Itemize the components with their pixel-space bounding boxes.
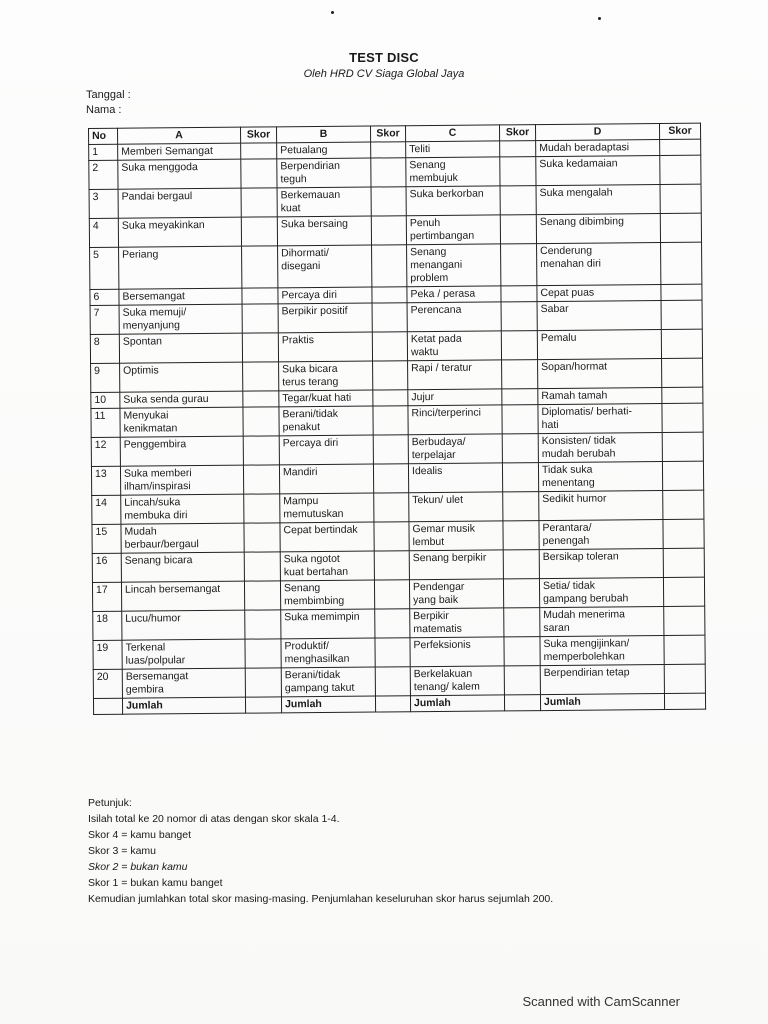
skor-cell-b[interactable] [371,158,406,187]
statement-b: Suka bersaing [277,216,371,246]
statement-b: Petualang [277,142,371,159]
scan-speck [598,17,601,20]
statement-b: Suka bicara terus terang [279,361,373,391]
skor-cell-a[interactable] [245,610,281,639]
skor-cell-b[interactable] [372,303,407,332]
skor-cell-c[interactable] [504,637,540,666]
statement-b: Berani/tidak gampang takut [281,667,375,697]
statement-a: Periang [119,246,242,289]
statement-d: Diplomatis/ berhati- hati [538,404,662,434]
statement-a: Suka meyakinkan [118,217,241,247]
row-number: 19 [93,640,122,669]
skor-cell-a[interactable] [243,391,279,407]
col-header-skor-a: Skor [240,127,276,143]
statement-c: Perencana [407,302,501,332]
skor-cell-c[interactable] [503,579,539,608]
nama-label: Nama : [86,104,122,116]
statement-c: Senang membujuk [406,157,500,187]
statement-c: Peka / perasa [407,286,501,303]
skor-cell-d[interactable] [660,139,701,155]
statement-b: Praktis [278,332,372,362]
row-number: 12 [91,437,120,466]
instructions [88,795,553,907]
skor-cell-d[interactable] [661,284,702,300]
skor-cell-a[interactable] [243,407,279,436]
statement-d: Mudah beradaptasi [536,140,660,157]
skor-cell-a[interactable] [245,639,281,668]
table-body [89,139,706,714]
statement-d: Cepat puas [537,285,661,302]
statement-d: Pemalu [537,330,661,360]
skor-cell-b[interactable] [375,667,410,696]
skor-cell-a[interactable] [241,159,277,188]
table-row [90,242,702,289]
statement-c: Penuh pertimbangan [406,215,500,245]
statement-c: Teliti [406,141,500,158]
statement-d: Senang dibimbing [536,214,660,244]
row-number: 2 [89,160,118,189]
scan-speck [331,11,334,14]
camscanner-watermark: Scanned with CamScanner [522,994,680,1009]
col-header-c: C [405,125,499,142]
skor-cell-d[interactable] [662,358,703,387]
skor-cell-a[interactable] [244,494,280,523]
statement-c: Berkelakuan tenang/ kalem [410,666,504,696]
statement-a: Memberi Semangat [118,143,241,160]
statement-c: Suka berkorban [406,186,500,216]
instructions-skor-4: Skor 4 = kamu banget [88,829,192,841]
statement-a: Bersemangat gembira [122,668,245,698]
row-number: 20 [93,669,122,698]
statement-a: Spontan [119,333,242,363]
skor-cell-a[interactable] [242,288,278,304]
total-label-b: Jumlah [281,696,375,713]
statement-a: Penggembira [120,436,243,466]
statement-d: Cenderung menahan diri [537,243,661,286]
skor-cell-d[interactable] [663,519,704,548]
skor-cell-d[interactable] [664,635,705,664]
skor-cell-c[interactable] [504,666,540,695]
total-skor-a[interactable] [245,697,281,713]
row-number: 9 [91,363,120,392]
statement-d: Suka mengijinkan/ memperbolehkan [540,635,664,665]
row-number: 10 [91,392,120,408]
statement-b: Dihormati/ disegani [278,245,372,288]
statement-b: Percaya diri [278,287,372,304]
skor-cell-a[interactable] [244,523,280,552]
col-header-skor-c: Skor [499,125,535,141]
total-skor-b[interactable] [375,696,410,712]
page-title: TEST DISC [349,50,419,65]
skor-cell-c[interactable] [501,331,537,360]
skor-cell-b[interactable] [375,638,410,667]
statement-a: Suka senda gurau [120,391,243,408]
skor-cell-b[interactable] [373,435,408,464]
statement-c: Pendengar yang baik [409,579,503,609]
row-number: 4 [89,218,118,247]
skor-cell-d[interactable] [661,242,702,284]
statement-d: Mudah menerima saran [540,606,664,636]
statement-c: Jujur [408,389,502,406]
statement-a: Lincah bersemangat [121,581,244,611]
total-skor-d[interactable] [664,693,705,709]
statement-c: Ketat pada waktu [407,331,501,361]
skor-cell-b[interactable] [373,390,408,406]
total-label-c: Jumlah [410,695,504,712]
statement-d: Konsisten/ tidak mudah berubah [538,433,662,463]
row-number: 17 [92,582,121,611]
statement-b: Percaya diri [279,435,373,465]
statement-b: Suka memimpin [281,609,375,639]
page-subtitle: Oleh HRD CV Siaga Global Jaya [303,68,465,80]
statement-b: Mampu memutuskan [280,493,374,523]
skor-cell-c[interactable] [500,186,536,215]
skor-cell-c[interactable] [500,141,536,157]
statement-b: Berpikir positif [278,303,372,333]
skor-cell-d[interactable] [662,403,703,432]
statement-d: Bersikap toleran [539,548,663,578]
statement-a: Menyukai kenikmatan [120,407,243,437]
skor-cell-d[interactable] [661,329,702,358]
skor-cell-c[interactable] [501,286,537,302]
statement-c: Rapi / teratur [408,360,502,390]
statement-a: Lincah/suka membuka diri [121,494,244,524]
skor-cell-a[interactable] [241,188,277,217]
col-header-skor-b: Skor [370,126,405,142]
skor-cell-c[interactable] [503,521,539,550]
statement-a: Lucu/humor [122,610,245,640]
statement-b: Tegar/kuat hati [279,390,373,407]
statement-b: Cepat bertindak [280,522,374,552]
skor-cell-a[interactable] [242,246,278,288]
skor-cell-b[interactable] [372,287,407,303]
statement-b: Berpendirian teguh [277,158,371,188]
row-number: 1 [89,144,118,160]
col-header-b: B [276,126,370,143]
statement-c: Perfeksionis [410,637,504,667]
skor-cell-b[interactable] [371,187,406,216]
instructions-line: Isilah total ke 20 nomor di atas dengan skor skala 1-4. [88,813,340,825]
skor-cell-d[interactable] [662,432,703,461]
skor-cell-c[interactable] [502,405,538,434]
skor-cell-c[interactable] [502,389,538,405]
statement-d: Perantara/ penengah [539,519,663,549]
skor-cell-d[interactable] [662,387,703,403]
row-number: 14 [92,495,121,524]
skor-cell-d[interactable] [664,664,705,693]
statement-d: Suka mengalah [536,185,660,215]
skor-cell-c[interactable] [502,360,538,389]
skor-cell-d[interactable] [660,213,701,242]
skor-cell-b[interactable] [372,245,407,287]
statement-b: Suka ngotot kuat bertahan [280,551,374,581]
statement-c: Idealis [408,463,502,493]
instructions-closing: Kemudian jumlahkan total skor masing-masing. Penjumlahan keseluruhan skor harus sejumlah 200. [88,893,554,905]
statement-d: Berpendirian tetap [540,664,664,694]
skor-cell-a[interactable] [241,143,277,159]
instructions-skor-1: Skor 1 = bukan kamu banget [88,877,223,889]
statement-c: Senang menangani problem [407,244,501,287]
statement-b: Senang membimbing [280,580,374,610]
statement-a: Suka memberi ilham/inspirasi [120,465,243,495]
instructions-skor-3: Skor 3 = kamu [88,845,156,857]
skor-cell-b[interactable] [372,332,407,361]
row-number: 15 [92,524,121,553]
statement-b: Berkemauan kuat [277,187,371,217]
tanggal-label: Tanggal : [86,89,131,101]
skor-cell-a[interactable] [243,362,279,391]
skor-cell-b[interactable] [371,142,406,158]
skor-cell-a[interactable] [245,668,281,697]
skor-cell-d[interactable] [662,461,703,490]
skor-cell-b[interactable] [373,361,408,390]
total-row-blank [93,698,122,714]
statement-d: Sopan/hormat [538,359,662,389]
statement-b: Berani/tidak penakut [279,406,373,436]
statement-a: Terkenal luas/polpular [122,639,245,669]
total-skor-c[interactable] [504,695,540,711]
disc-table-wrapper [88,123,706,715]
skor-cell-d[interactable] [663,577,704,606]
skor-cell-b[interactable] [374,522,409,551]
statement-c: Berbudaya/ terpelajar [408,434,502,464]
skor-cell-c[interactable] [500,215,536,244]
skor-cell-a[interactable] [242,304,278,333]
skor-cell-a[interactable] [241,217,277,246]
skor-cell-d[interactable] [660,184,701,213]
row-number: 13 [91,466,120,495]
instructions-heading: Petunjuk: [88,797,132,809]
row-number: 18 [93,611,122,640]
skor-cell-a[interactable] [242,333,278,362]
row-number: 11 [91,408,120,437]
skor-cell-c[interactable] [503,550,539,579]
skor-cell-a[interactable] [244,552,280,581]
skor-cell-d[interactable] [663,490,704,519]
skor-cell-c[interactable] [502,434,538,463]
skor-cell-b[interactable] [373,406,408,435]
statement-c: Rinci/terperinci [408,405,502,435]
skor-cell-b[interactable] [375,609,410,638]
row-number: 8 [90,334,119,363]
skor-cell-d[interactable] [660,155,701,184]
skor-cell-d[interactable] [664,606,705,635]
statement-b: Produktif/ menghasilkan [281,638,375,668]
skor-cell-b[interactable] [374,580,409,609]
statement-c: Berpikir matematis [410,608,504,638]
statement-a: Senang bicara [121,552,244,582]
skor-cell-c[interactable] [504,608,540,637]
statement-d: Setia/ tidak gampang berubah [539,577,663,607]
total-label-a: Jumlah [122,697,245,714]
col-header-no: No [89,128,118,144]
skor-cell-c[interactable] [503,492,539,521]
skor-cell-b[interactable] [373,464,408,493]
col-header-skor-d: Skor [659,123,700,139]
statement-a: Mudah berbaur/bergaul [121,523,244,553]
skor-cell-d[interactable] [663,548,704,577]
statement-a: Suka memuji/ menyanjung [119,304,242,334]
statement-a: Bersemangat [119,288,242,305]
total-label-d: Jumlah [540,693,664,710]
skor-cell-a[interactable] [243,465,279,494]
statement-a: Pandai bergaul [118,188,241,218]
row-number: 7 [90,305,119,334]
row-number: 5 [90,247,119,289]
disc-table [88,123,706,715]
skor-cell-b[interactable] [374,493,409,522]
statement-d: Ramah tamah [538,388,662,405]
row-number: 3 [89,189,118,218]
skor-cell-a[interactable] [243,436,279,465]
col-header-d: D [535,124,659,141]
skor-cell-c[interactable] [500,157,536,186]
skor-cell-a[interactable] [244,581,280,610]
col-header-a: A [118,127,241,144]
row-number: 6 [90,289,119,305]
statement-a: Suka menggoda [118,159,241,189]
statement-d: Tidak suka menentang [538,461,662,491]
statement-c: Gemar musik lembut [409,521,503,551]
statement-b: Mandiri [279,464,373,494]
statement-d: Suka kedamaian [536,156,660,186]
instructions-skor-2: Skor 2 = bukan kamu [88,861,188,873]
statement-a: Optimis [120,362,243,392]
statement-c: Tekun/ ulet [409,492,503,522]
skor-cell-b[interactable] [371,216,406,245]
skor-cell-b[interactable] [374,551,409,580]
skor-cell-d[interactable] [661,300,702,329]
skor-cell-c[interactable] [501,302,537,331]
skor-cell-c[interactable] [502,463,538,492]
statement-d: Sabar [537,301,661,331]
statement-d: Sedikit humor [539,490,663,520]
row-number: 16 [92,553,121,582]
statement-c: Senang berpikir [409,550,503,580]
skor-cell-c[interactable] [501,244,537,286]
